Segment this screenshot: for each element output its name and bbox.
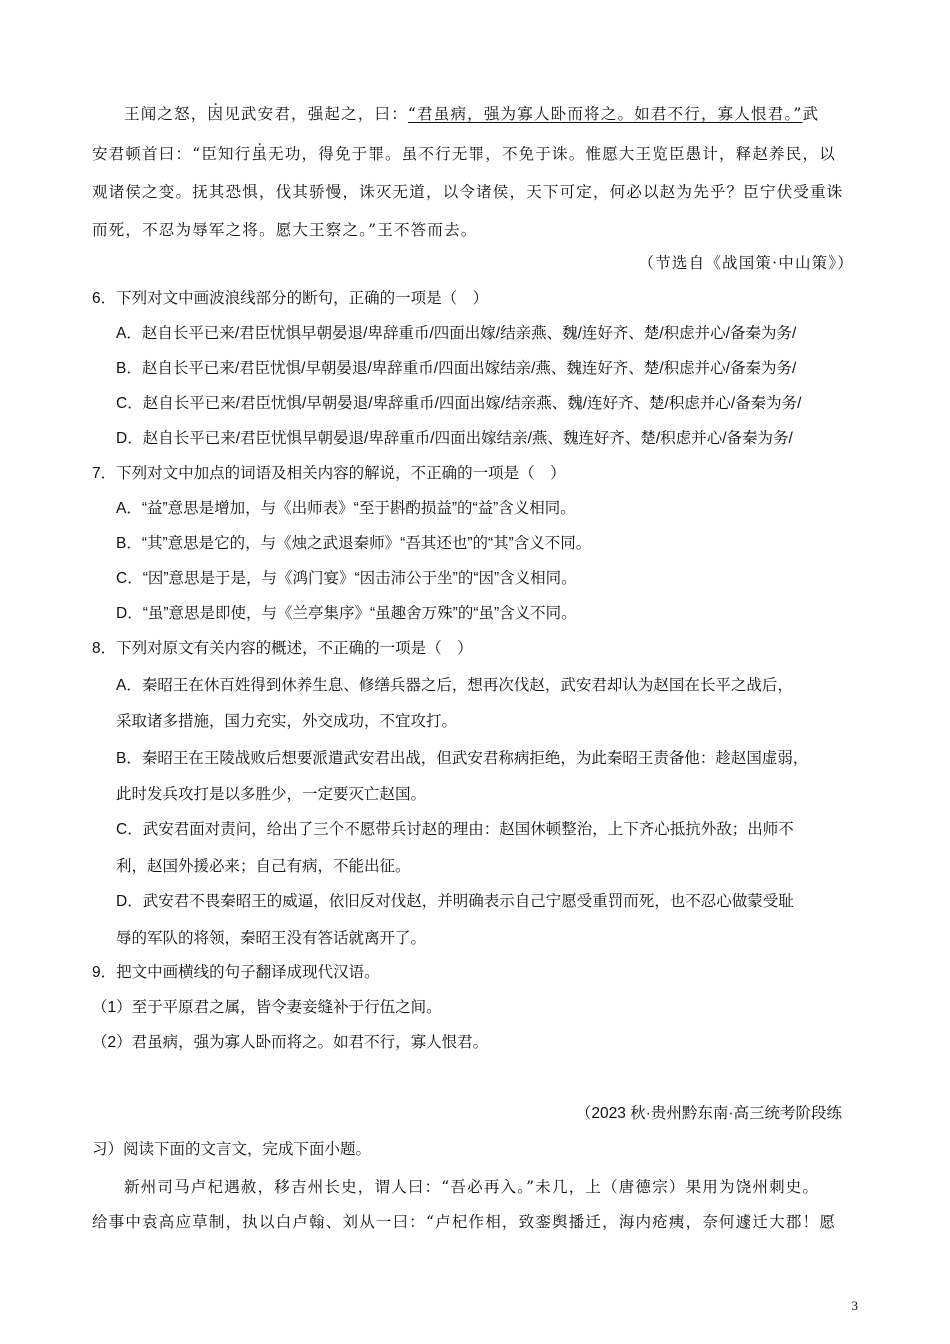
- section-2-header-cont: 习）阅读下面的文言文，完成下面小题。: [92, 1141, 372, 1158]
- question-7-option-d[interactable]: D．“虽”意思是即使，与《兰亭集序》“虽趣舍万殊”的“虽”含义不同。: [116, 605, 577, 622]
- underlined-sentence: “君虽病，强为寡人卧而将之。如君不行，寡人恨君。”: [407, 105, 803, 123]
- question-6-option-c[interactable]: C．赵自长平已来/君臣忧惧/早朝晏退/卑辞重币/四面出嫁/结亲燕、魏/连好齐、楚/积虑并心/备秦为务/: [116, 395, 802, 412]
- question-8-option-a[interactable]: A．秦昭王在休百姓得到休养生息、修缮兵器之后，想再次伐赵，武安君却认为赵国在长平之战后，: [116, 677, 793, 694]
- question-8-option-b[interactable]: B．秦昭王在王陵战败后想要派遣武安君出战，但武安君称病拒绝，为此秦昭王责备他：趁赵国虚弱，: [116, 750, 809, 767]
- question-8-option-b-cont: 此时发兵攻打是以多胜少，一定要灭亡赵国。: [116, 786, 427, 803]
- question-9-stem: 9．把文中画横线的句子翻译成现代汉语。: [92, 964, 380, 981]
- question-8-option-d[interactable]: D．武安君不畏秦昭王的威逼，依旧反对伐赵，并明确表示自己宁愿受重罚而死，也不忍心做蒙受耻: [116, 893, 794, 910]
- question-8-option-c[interactable]: C．武安君面对责问，给出了三个不愿带兵讨赵的理由：赵国休顿整治，上下齐心抵抗外敌；出师不: [116, 821, 794, 838]
- question-9-sentence-2: （2）君虽病，强为寡人卧而将之。如君不行，寡人恨君。: [92, 1034, 489, 1051]
- question-6-option-a[interactable]: A．赵自长平已来/君臣忧惧早朝晏退/卑辞重币/四面出嫁/结亲燕、魏/连好齐、楚/积虑并心/备秦为务/: [116, 325, 797, 342]
- dotted-character: 因: [207, 105, 225, 123]
- question-7-stem: 7．下列对文中加点的词语及相关内容的解说，不正确的一项是（ ）: [92, 465, 566, 482]
- question-6-stem: 6．下列对文中画波浪线部分的断句，正确的一项是（ ）: [92, 290, 489, 307]
- page-number: 3: [851, 1298, 858, 1313]
- text-segment: 王闻之怒，: [124, 105, 208, 123]
- question-6-option-b[interactable]: B．赵自长平已来/君臣忧惧/早朝晏退/卑辞重币/四面出嫁结亲/燕、魏连好齐、楚/积虑并心/备秦为务/: [116, 360, 797, 377]
- passage-line-1: [124, 104, 819, 124]
- section-2-passage-line-1: 新州司马卢杞遇赦，移吉州长史，谓人曰：“吾必再入。”未几，上（唐德宗）果用为饶州刺史。: [124, 1178, 820, 1196]
- question-8-option-c-cont: 利，赵国外援必来；自己有病，不能出征。: [116, 858, 411, 875]
- passage-line-2: [92, 144, 836, 164]
- passage-line-4: 而死，不忍为辱军之将。愿大王察之。”王不答而去。: [92, 221, 478, 239]
- section-2-passage-line-2: 给事中袁高应草制，执以白卢翰、刘从一曰：“卢杞作相，致銮舆播迁，海内疮痍，奈何遽迁大郡！愿: [92, 1213, 836, 1231]
- question-9-sentence-1: （1）至于平原君之属，皆令妻妾缝补于行伍之间。: [92, 999, 442, 1016]
- question-7-option-a[interactable]: A．“益”意思是增加，与《出师表》“至于斟酌损益”的“益”含义相同。: [116, 500, 576, 517]
- question-8-stem: 8．下列对原文有关内容的概述，不正确的一项是（ ）: [92, 640, 473, 657]
- text-segment: 无功，得免于罪。虽不行无罪，不免于诛。惟愿大王览臣愚计，释赵养民，以: [268, 145, 836, 163]
- question-8-option-d-cont: 辱的军队的将领，秦昭王没有答话就离开了。: [116, 930, 427, 947]
- question-7-option-c[interactable]: C．“因”意思是于是，与《鸿门宴》“因击沛公于坐”的“因”含义相同。: [116, 570, 577, 587]
- text-segment: 武: [802, 105, 820, 123]
- question-7-option-b[interactable]: B．“其”意思是它的，与《烛之武退秦师》“吾其还也”的“其”含义不同。: [116, 535, 592, 552]
- dotted-character: 虽: [251, 145, 269, 163]
- question-6-option-d[interactable]: D．赵自长平已来/君臣忧惧早朝晏退/卑辞重币/四面出嫁结亲/燕、魏连好齐、楚/积虑并心/备秦为务/: [116, 430, 793, 447]
- section-2-header: （2023 秋·贵州黔东南·高三统考阶段练: [575, 1105, 842, 1122]
- text-segment: 见武安君，强起之，曰：: [224, 105, 408, 123]
- passage-line-3: 观诸侯之变。抚其恐惧，伐其骄慢，诛灭无道，以令诸侯，天下可定，何必以赵为先乎？臣宁伏受重诛: [92, 183, 844, 201]
- text-segment: 安君顿首曰：“臣知行: [92, 145, 252, 163]
- question-8-option-a-cont: 采取诸多措施，国力充实，外交成功，不宜攻打。: [116, 713, 458, 730]
- passage-source: （节选自《战国策·中山策》）: [638, 254, 854, 272]
